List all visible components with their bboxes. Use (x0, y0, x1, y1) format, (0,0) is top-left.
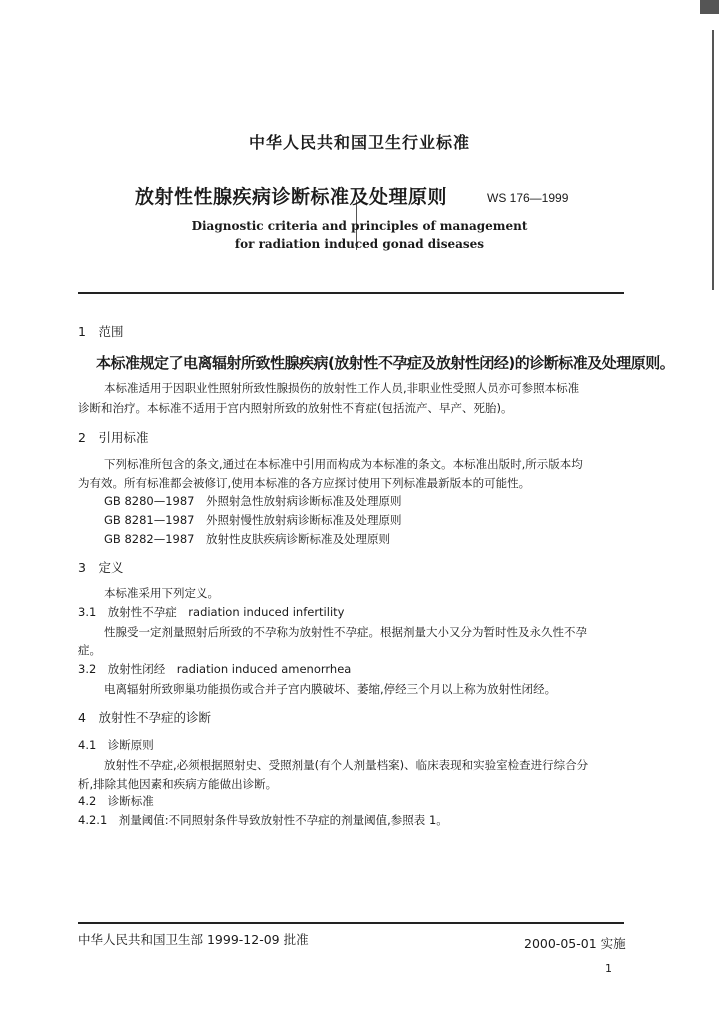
section-4-1-heading: 4.1 诊断原则 (78, 738, 154, 752)
english-title-line-1: Diagnostic criteria and principles of management (191, 219, 528, 233)
implementation-date: 2000-05-01 实施 (524, 936, 626, 951)
section-2-paragraph-line-2: 为有效。所有标准都会被修订,使用本标准的各方应探讨使用下列标准最新版本的可能性。 (78, 476, 531, 490)
section-2-paragraph-line-1: 下列标准所包含的条文,通过在本标准中引用而构成为本标准的条文。本标准出版时,所示版本均 (104, 457, 583, 471)
section-4-1-line-2: 析,排除其他因素和疾病方能做出诊断。 (78, 777, 278, 791)
section-3-intro: 本标准采用下列定义。 (104, 586, 219, 600)
footer-divider (78, 922, 624, 924)
section-2-heading: 2 引用标准 (78, 430, 149, 445)
standard-code: WS 176—1999 (487, 191, 569, 205)
page-number: 1 (605, 962, 612, 975)
definition-3-2-heading: 3.2 放射性闭经 radiation induced amenorrhea (78, 662, 352, 676)
definition-3-2-line-1: 电离辐射所致卵巢功能损伤或合并子宫内膜破坏、萎缩,停经三个月以上称为放射性闭经。 (104, 682, 557, 696)
section-4-2-1-paragraph: 4.2.1 剂量阈值:不同照射条件导致放射性不孕症的剂量阈值,参照表 1。 (78, 813, 448, 827)
reference-standard: GB 8280—1987 外照射急性放射病诊断标准及处理原则 (104, 494, 402, 508)
scan-mark-top-right (700, 0, 719, 14)
approval-note: 中华人民共和国卫生部 1999-12-09 批准 (78, 932, 309, 947)
definition-3-1-line-1: 性腺受一定剂量照射后所致的不孕称为放射性不孕症。根据剂量大小又分为暂时性及永久性不孕 (104, 625, 587, 639)
section-4-2-heading: 4.2 诊断标准 (78, 794, 154, 808)
document-title: 放射性性腺疾病诊断标准及处理原则 (135, 186, 448, 208)
definition-3-1-heading: 3.1 放射性不孕症 radiation induced infertility (78, 605, 345, 619)
section-1-heading: 1 范围 (78, 324, 124, 339)
section-1-paragraph-line-1: 本标准适用于因职业性照射所致性腺损伤的放射性工作人员,非职业性受照人员亦可参照本标准 (104, 381, 580, 395)
section-4-1-line-1: 放射性不孕症,必须根据照射史、受照剂量(有个人剂量档案)、临床表现和实验室检查进行综合分 (104, 758, 589, 772)
section-4-heading: 4 放射性不孕症的诊断 (78, 710, 211, 725)
scan-mark-right-edge (712, 30, 714, 290)
section-1-paragraph-line-2: 诊断和治疗。本标准不适用于宫内照射所致的放射性不育症(包括流产、早产、死胎)。 (78, 401, 513, 415)
section-1-lead: 本标准规定了电离辐射所致性腺疾病(放射性不孕症及放射性闭经)的诊断标准及处理原则。 (96, 354, 675, 372)
reference-standard: GB 8281—1987 外照射慢性放射病诊断标准及处理原则 (104, 513, 402, 527)
ministry-header: 中华人民共和国卫生行业标准 (248, 133, 470, 152)
reference-standard: GB 8282—1987 放射性皮肤疾病诊断标准及处理原则 (104, 532, 390, 546)
section-3-heading: 3 定义 (78, 560, 124, 575)
header-divider (78, 292, 624, 294)
definition-3-1-line-2: 症。 (78, 643, 101, 657)
english-title-line-2: for radiation induced gonad diseases (234, 237, 485, 251)
